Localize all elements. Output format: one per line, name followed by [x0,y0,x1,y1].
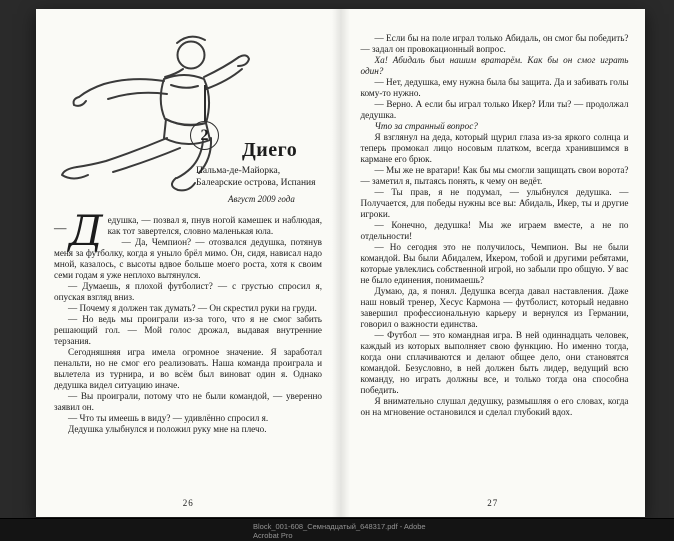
taskbar-window-title[interactable]: Block_001-608_Семнадцатый_648317.pdf - Adobe Acrobat Pro [253,522,426,540]
paragraph: — Футбол — это командная игра. В ней одиннадцать человек, каждый из которых выполняет свою функцию. Но именно тогда, когда они сплачиваются и делают общее дело, они становятся командой. Безусловно, в ней должен быть лидер, ведущий всю команду, но играть должны все, и только тогда она способна победить. [360,330,629,395]
chapter-number: 2 [200,126,209,144]
paragraph: — Верно. А если бы играл только Икер? Или ты? — продолжал дедушка. [360,99,629,120]
page-number-right: 27 [487,498,499,508]
chapter-location [196,166,316,189]
drop-cap [54,206,103,255]
book-spread [36,9,645,517]
paragraph: — Нет, дедушка, ему нужна была бы защита. Да и забивать голы кому-то нужно. [360,77,629,98]
paragraph: Дедушка улыбнулся и положил руку мне на плечо. [68,424,267,434]
chapter-title: Диего [242,139,298,161]
opening-text: едушка, — позвал я, пнув ногой камешек и наблюдая, как тот завертелся, словно маленькая юла. [107,215,322,236]
paragraph: — Но ведь мы проиграли из-за того, что я не смог забить решающий гол. — Мой голос дрожал, выдавая внутренние терзания. [54,314,322,346]
paragraph: — Ты прав, я не подумал, — улыбнулся дедушка. — Получается, для победы нужны все вы: Абидаль, Икер, ты и другие игроки. [360,187,629,219]
chapter-location-line1: Пальма-де-Майорка, [196,166,281,176]
page-left [36,9,341,517]
chapter-number-badge [190,121,219,150]
opening-paragraph [54,206,322,255]
right-page-text [361,33,629,418]
paragraph: Сегодняшняя игра имела огромное значение. Я заработал пенальти, но не смог его реализовать. Наша команда проиграла и вылетела из турнира, и во всём был виноват один я. Однако дедушка видел ситуацию иначе. [54,347,322,390]
left-page-text [54,206,322,435]
paragraph: — Вы проиграли, потому что не были командой, — уверенно заявил он. [54,391,322,412]
left-paragraph-list [54,237,322,435]
paragraph: Я взглянул на деда, который щурил глаза из-за яркого солнца и теперь промокал лицо носовым платком, всегда хранившимся в кармане его брюк. [360,132,629,164]
drop-cap-letter: Д [68,206,103,255]
paragraph: — Думаешь, я плохой футболист? — с грустью спросил я, опуская взгляд вниз. [54,281,322,302]
chapter-ornament-line [204,85,206,121]
page-number-left: 26 [182,498,194,508]
chapter-location-line2: Балеарские острова, Испания [196,177,316,188]
paragraph: — Что ты имеешь в виду? — удивлённо спросил я. [68,413,269,423]
paragraph: Ха! Абидаль был нашим вратарём. Как бы он смог играть один? [360,55,629,76]
page-right [341,9,646,517]
paragraph: Я внимательно слушал дедушку, размышляя о его словах, когда он на мгновение остановился и сделал глубокий вдох. [360,396,629,417]
taskbar [0,518,674,541]
paragraph: Что за странный вопрос? [374,121,478,131]
paragraph: — Но сегодня это не получилось, Чемпион. Вы не были командой. Вы были Абидалем, Икером, тобой и другими ребятами, которые увлеклись собственной игрой, но забыли про общую. У вас не было единения, понимаешь? [360,242,629,285]
opening-dash: — [54,221,67,236]
paragraph: — Если бы на поле играл только Абидаль, он смог бы победить? — задал он провокационный вопрос. [360,33,629,54]
paragraph: — Мы же не вратари! Как бы мы смогли защищать свои ворота? — заметил я, пытаясь понять, к чему он ведёт. [360,165,629,186]
paragraph: — Конечно, дедушка! Мы же играем вместе, а не по отдельности! [360,220,629,241]
paragraph: Думаю, да, я понял. Дедушка всегда давал наставления. Даже наш новый тренер, Хесус Кармона — футболист, который недавно завершил профессиональную карьеру и вернулся из Германии, говорил о важности единства. [360,286,629,329]
chapter-date: Август 2009 года [228,194,295,204]
paragraph: — Да, Чемпион? — отозвался дедушка, потянув меня за футболку, когда я уныло брёл мимо. Он, сидя, нависал надо мной, казалось, с высоты вдвое больше моего роста, хотя к своим семи годам я уже неплохо вытянулся. [54,237,322,280]
paragraph: — Почему я должен так думать? — Он скрестил руки на груди. [68,303,317,313]
